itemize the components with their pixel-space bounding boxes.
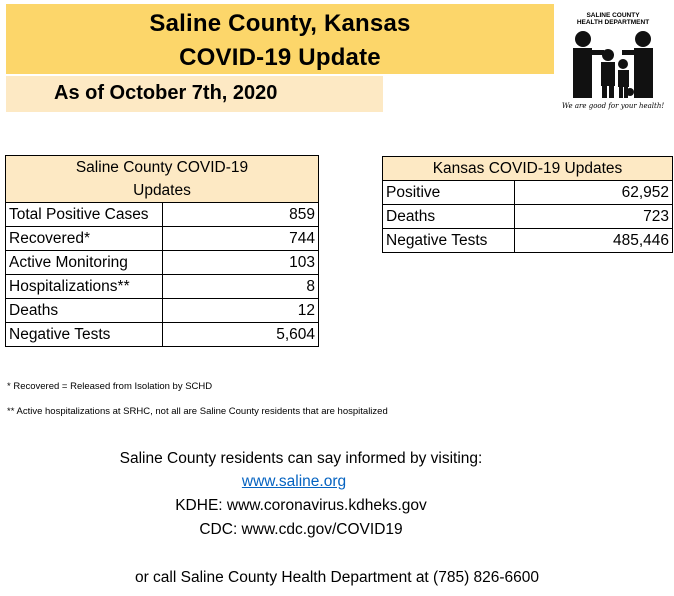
row-value: 62,952 xyxy=(515,181,673,205)
kansas-table-header: Kansas COVID-19 Updates xyxy=(383,157,673,181)
date-banner xyxy=(6,76,383,112)
row-value: 8 xyxy=(163,275,319,299)
saline-county-table xyxy=(5,155,319,347)
page-subtitle: COVID-19 Update xyxy=(179,44,381,71)
update-date: As of October 7th, 2020 xyxy=(54,82,278,104)
table-row xyxy=(6,299,319,323)
cdc-website: CDC: www.cdc.gov/COVID19 xyxy=(199,521,403,538)
row-label: Hospitalizations** xyxy=(6,275,163,299)
row-value: 12 xyxy=(163,299,319,323)
family-icon xyxy=(570,30,656,100)
table-row xyxy=(383,205,673,229)
table-row xyxy=(6,203,319,227)
row-label: Negative Tests xyxy=(383,229,515,253)
row-label: Negative Tests xyxy=(6,323,163,347)
row-label: Total Positive Cases xyxy=(6,203,163,227)
kansas-table xyxy=(382,156,673,253)
row-value: 723 xyxy=(515,205,673,229)
saline-table-header xyxy=(6,156,319,203)
saline-header-line-1: Saline County COVID-19 xyxy=(75,159,249,176)
health-department-logo xyxy=(556,6,670,114)
table-row xyxy=(6,323,319,347)
table-row xyxy=(6,275,319,299)
logo-line-2: HEALTH DEPARTMENT xyxy=(576,19,650,26)
row-label: Deaths xyxy=(6,299,163,323)
saline-header-line-2: Updates xyxy=(133,182,191,199)
table-row xyxy=(6,227,319,251)
kdhe-website: KDHE: www.coronavirus.kdheks.gov xyxy=(175,497,427,514)
row-label: Deaths xyxy=(383,205,515,229)
contact-intro: Saline County residents can say informed by visiting: xyxy=(119,450,483,467)
table-row xyxy=(383,181,673,205)
row-value: 744 xyxy=(163,227,319,251)
title-banner xyxy=(6,4,554,74)
row-label: Positive xyxy=(383,181,515,205)
row-label: Recovered* xyxy=(6,227,163,251)
row-value: 5,604 xyxy=(163,323,319,347)
row-value: 859 xyxy=(163,203,319,227)
row-value: 485,446 xyxy=(515,229,673,253)
table-row xyxy=(6,251,319,275)
logo-tagline: We are good for your health! xyxy=(561,102,665,110)
page-title: Saline County, Kansas xyxy=(149,10,411,37)
footnote-recovered: * Recovered = Released from Isolation by SCHD xyxy=(7,381,213,392)
footnote-hospitalizations: ** Active hospitalizations at SRHC, not all are Saline County residents that are hospitalized xyxy=(7,406,388,417)
row-label: Active Monitoring xyxy=(6,251,163,275)
row-value: 103 xyxy=(163,251,319,275)
saline-website-link[interactable]: www.saline.org xyxy=(241,473,347,490)
logo-line-1: SALINE COUNTY xyxy=(586,12,640,19)
phone-contact: or call Saline County Health Department at (785) 826-6600 xyxy=(134,569,540,586)
table-row xyxy=(383,229,673,253)
